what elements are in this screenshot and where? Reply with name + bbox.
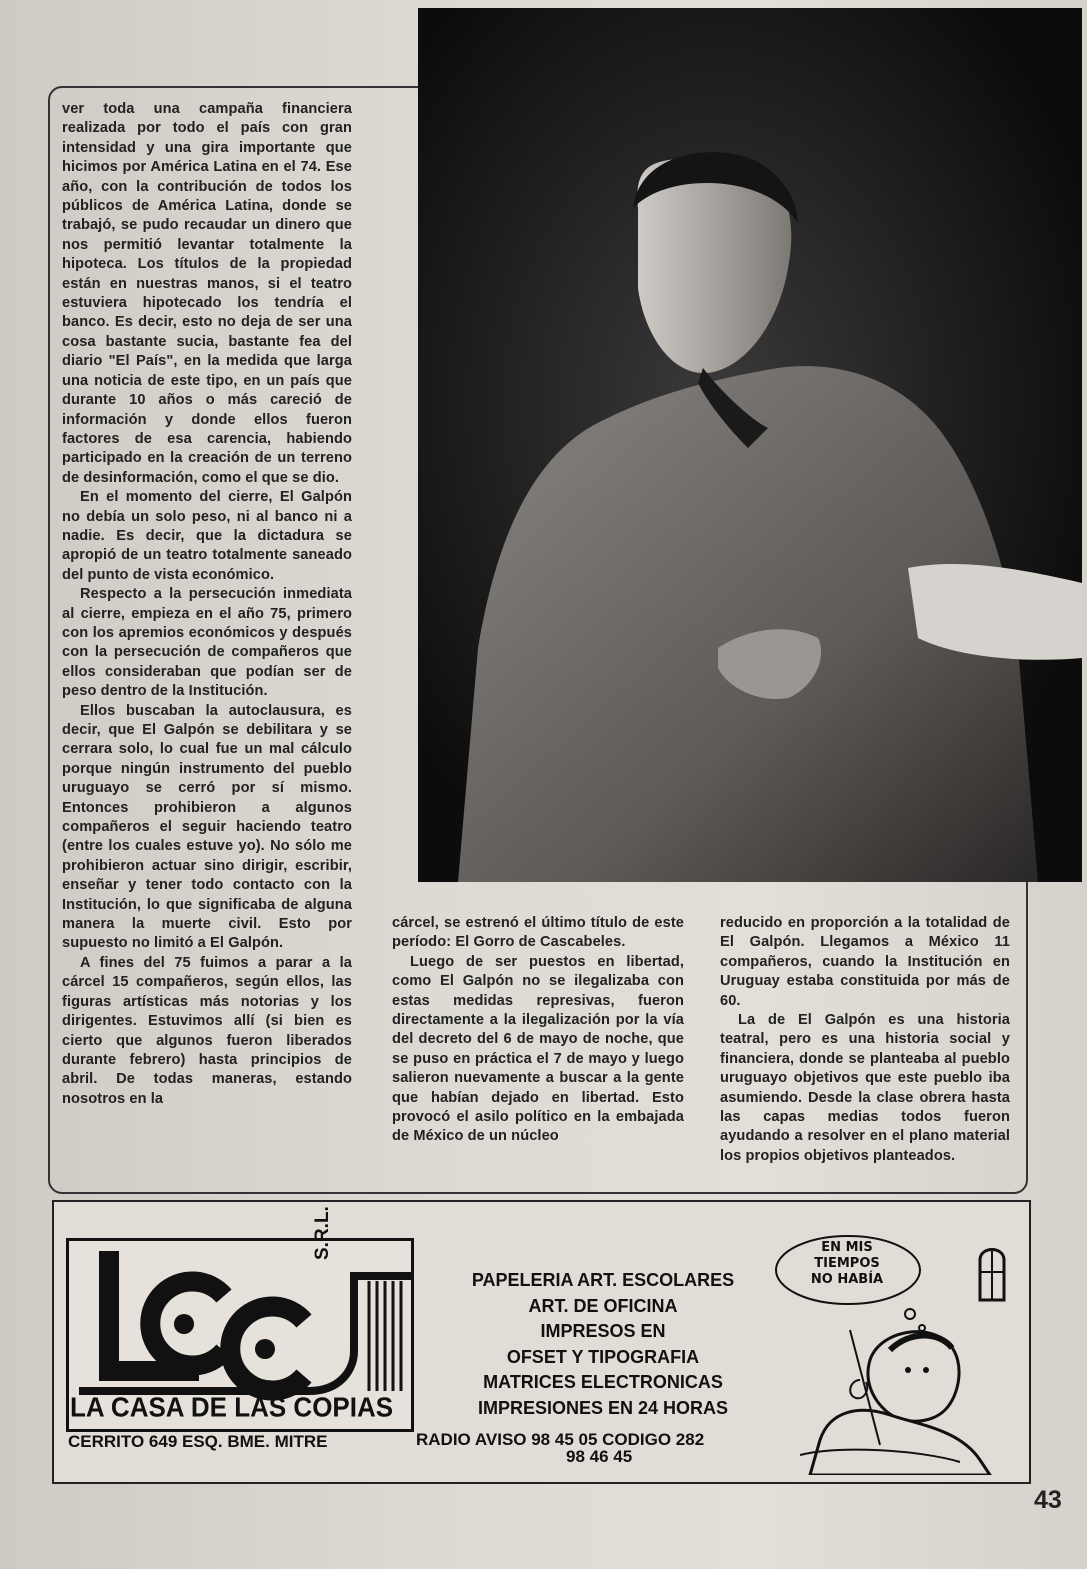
- service-line: IMPRESOS EN: [540, 1321, 666, 1341]
- article-column-2: [392, 914, 684, 1147]
- paragraph: En el momento del cierre, El Galpón no debía un solo peso, ni al banco ni a nadie. Es decir, que la dictadura se apropió de un teatro totalmente saneado del punto de vista económico.: [62, 489, 352, 583]
- article-column-1: [62, 100, 352, 1109]
- paragraph: cárcel, se estrenó el último título de este período: El Gorro de Cascabeles.: [392, 915, 684, 951]
- service-line: OFSET Y TIPOGRAFIA: [506, 1346, 700, 1367]
- service-line: MATRICES ELECTRONICAS: [483, 1372, 723, 1392]
- article-column-3: [720, 914, 1010, 1166]
- paragraph: reducido en proporción a la totalidad de El Galpón. Llegamos a México 11 compañeros, cuando la Institución en Uruguay estaba constituida por más de 60.: [720, 915, 1010, 1009]
- actor-photo: [418, 8, 1082, 882]
- paragraph: La de El Galpón es una historia teatral, pero es una historia social y financiera, donde se planteaba al pueblo uruguayo objetivos que este pueblo iba asumiendo. Desde la clase obrera hasta las capas medias todos fueron ayudando a resolver en el plano material los propios objetivos planteados.: [720, 1012, 1010, 1164]
- paragraph: ver toda una campaña financiera realizada por todo el país con gran intensidad y una gira importante que hicimos por América Latina en el 74. Ese año, con la contribución de todos los públicos de América Latina, donde se trabajó, se pudo recaudar un dinero que nos permitió levantar totalmente la hipoteca. Los títulos de la propiedad están en nuestras manos, si el teatro estuviera hipotecado los tendría el banco. Es decir, esto no deja de ser una cosa bastante sucia, bastante fea del diario "El País", en la medida que larga una noticia de este tipo, en un país que durante 10 años o más careció de información y donde ellos fueron factores de esa carencia, habiendo participado en la creación de un terreno de desinformación, como el que se dio.: [62, 101, 352, 486]
- speech-bubble: [786, 1240, 908, 1288]
- service-line: ART. DE OFICINA: [528, 1295, 678, 1316]
- company-name: LA CASA DE LAS COPIAS: [70, 1391, 394, 1423]
- bubble-line: TIEMPOS: [814, 1256, 880, 1271]
- actor-photo-illustration: [418, 8, 1082, 882]
- company-suffix: S.R.L.: [312, 1206, 333, 1260]
- company-address: CERRITO 649 ESQ. BME. MITRE: [68, 1432, 328, 1451]
- bubble-line: EN MIS: [821, 1240, 873, 1255]
- paragraph: Luego de ser puestos en libertad, como El Galpón no se ilegalizaba con estas medidas represivas, fueron directamente a la ilegalización por la vía del decreto del 6 de mayo de noche, que se puso en práctica el 7 de mayo y luego salieron nuevamente a buscar a la gente que habían dejado en libertad. Esto provocó el asilo político en la embajada de México de un núcleo: [392, 953, 684, 1145]
- paragraph: Respecto a la persecución inmediata al cierre, empieza en el año 75, primero con los apremios económicos y después con la persecución de compañeros que ellos consideraban que podían ser de peso dentro de la Institución.: [62, 586, 352, 700]
- service-line: PAPELERIA ART. ESCOLARES: [471, 1270, 735, 1290]
- services-list: [428, 1268, 778, 1421]
- page-number: 43: [1034, 1486, 1062, 1514]
- paragraph: A fines del 75 fuimos a parar a la cárcel 15 compañeros, según ellos, las figuras artísticas más notorias y los dirigentes. Estuvimos allí (si bien es cierto que algunos fueron liberados durante febrero) hasta principios de abril. De todas maneras, estando nosotros en la: [62, 954, 352, 1107]
- radio-phone-line: RADIO AVISO 98 45 05 CODIGO 282: [416, 1430, 705, 1449]
- paragraph: Ellos buscaban la autoclausura, es decir, que El Galpón se debilitara y se cerrara solo, lo cual fue un mal cálculo porque ningún instrumento del pueblo uruguayo se cerró por sí mismo. Entonces prohibieron a algunos compañeros el seguir haciendo teatro (entre los cuales estuve yo). No sólo me prohibieron actuar sino dirigir, escribir, enseñar y tener todo contacto con la Institución, lo que significaba de alguna manera la muerte civil. Esto por supuesto no limitó a El Galpón.: [62, 702, 352, 952]
- bubble-line: NO HABÍA: [810, 1272, 884, 1287]
- radio-phone-line-2: 98 46 45: [566, 1447, 633, 1466]
- service-line: IMPRESIONES EN 24 HORAS: [477, 1397, 729, 1418]
